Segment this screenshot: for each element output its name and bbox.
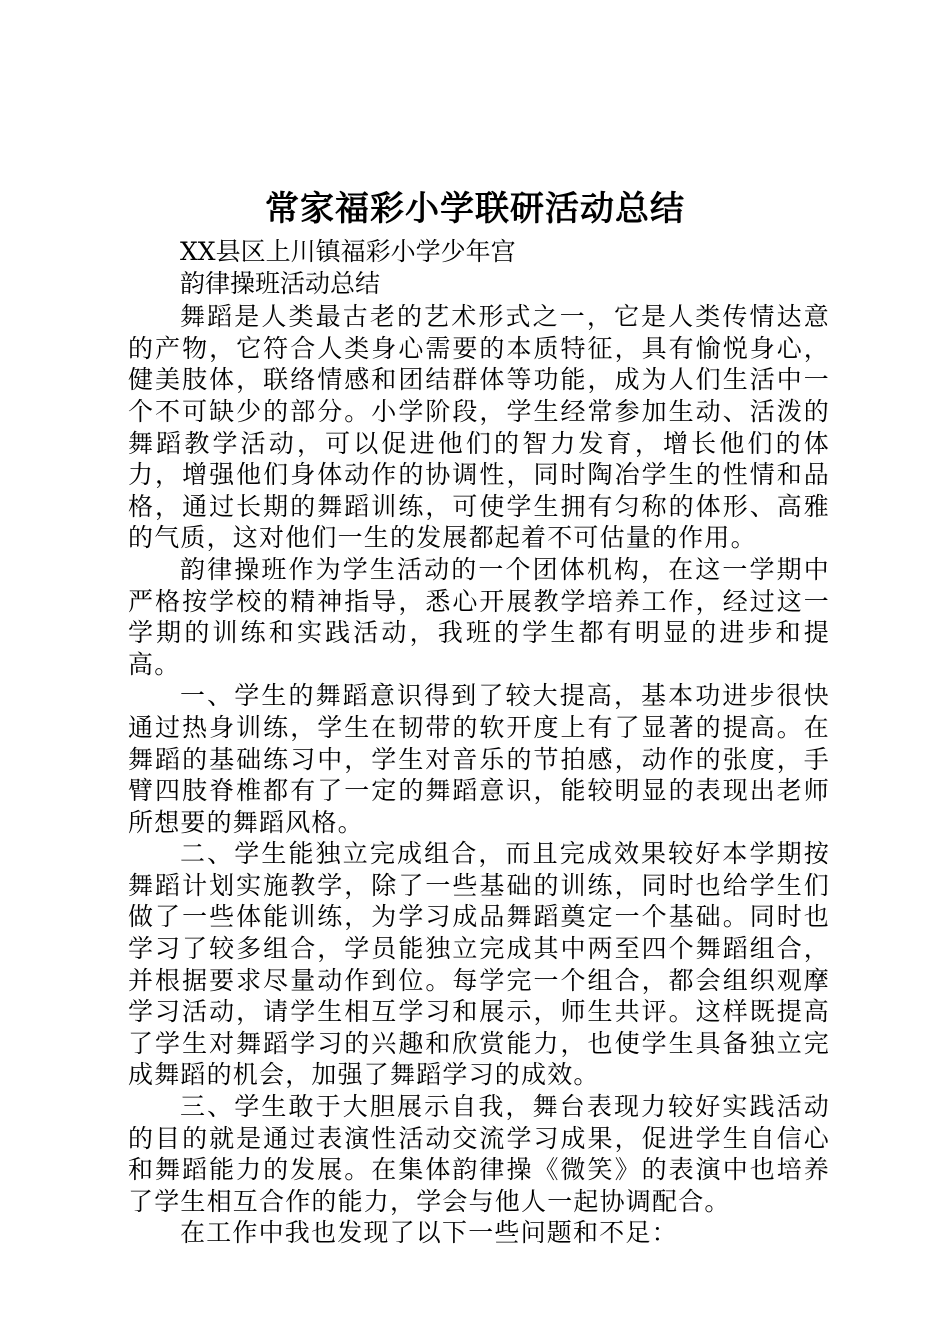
document-title: 常家福彩小学联研活动总结 xyxy=(265,189,685,229)
paragraph-point-one: 一、学生的舞蹈意识得到了较大提高，基本功进步很快通过热身训练，学生在韧带的软开度上有了显著的提高。在舞蹈的基础练习中，学生对音乐的节拍感，动作的张度，手臂四肢脊椎都有了一定的舞蹈意识，能较明显的表现出老师所想要的舞蹈风格。 xyxy=(128,681,830,837)
paragraph-point-three: 三、学生敢于大胆展示自我，舞台表现力较好实践活动的目的就是通过表演性活动交流学习成果，促进学生自信心和舞蹈能力的发展。在集体韵律操《微笑》的表演中也培养了学生相互合作的能力，学会与他人一起协调配合。 xyxy=(128,1092,830,1216)
paragraph-intro: 舞蹈是人类最古老的艺术形式之一，它是人类传情达意的产物，它符合人类身心需要的本质特征，具有愉悦身心，健美肢体，联络情感和团结群体等功能，成为人们生活中一个不可缺少的部分。小学阶段，学生经常参加生动、活泼的舞蹈教学活动，可以促进他们的智力发育，增长他们的体力，增强他们身体动作的协调性，同时陶冶学生的性情和品格，通过长期的舞蹈训练，可使学生拥有匀称的体形、高雅的气质，这对他们一生的发展都起着不可估量的作用。 xyxy=(128,302,830,553)
header-line-class: 韵律操班活动总结 xyxy=(180,268,381,298)
paragraph-class-overview: 韵律操班作为学生活动的一个团体机构，在这一学期中严格按学校的精神指导，悉心开展教学培养工作，经过这一学期的训练和实践活动，我班的学生都有明显的进步和提高。 xyxy=(128,554,830,679)
paragraph-point-two: 二、学生能独立完成组合，而且完成效果较好本学期按舞蹈计划实施教学，除了一些基础的训练，同时也给学生们做了一些体能训练，为学习成品舞蹈奠定一个基础。同时也学习了较多组合，学员能独立完成其中两至四个舞蹈组合，并根据要求尽量动作到位。每学完一个组合，都会组织观摩学习活动，请学生相互学习和展示，师生共评。这样既提高了学生对舞蹈学习的兴趣和欣赏能力，也使学生具备独立完成舞蹈的机会，加强了舞蹈学习的成效。 xyxy=(128,839,830,1090)
document-body xyxy=(128,236,830,1249)
header-line-school: XX县区上川镇福彩小学少年宫 xyxy=(180,237,516,266)
paragraph-problems-intro: 在工作中我也发现了以下一些问题和不足： xyxy=(180,1218,678,1248)
